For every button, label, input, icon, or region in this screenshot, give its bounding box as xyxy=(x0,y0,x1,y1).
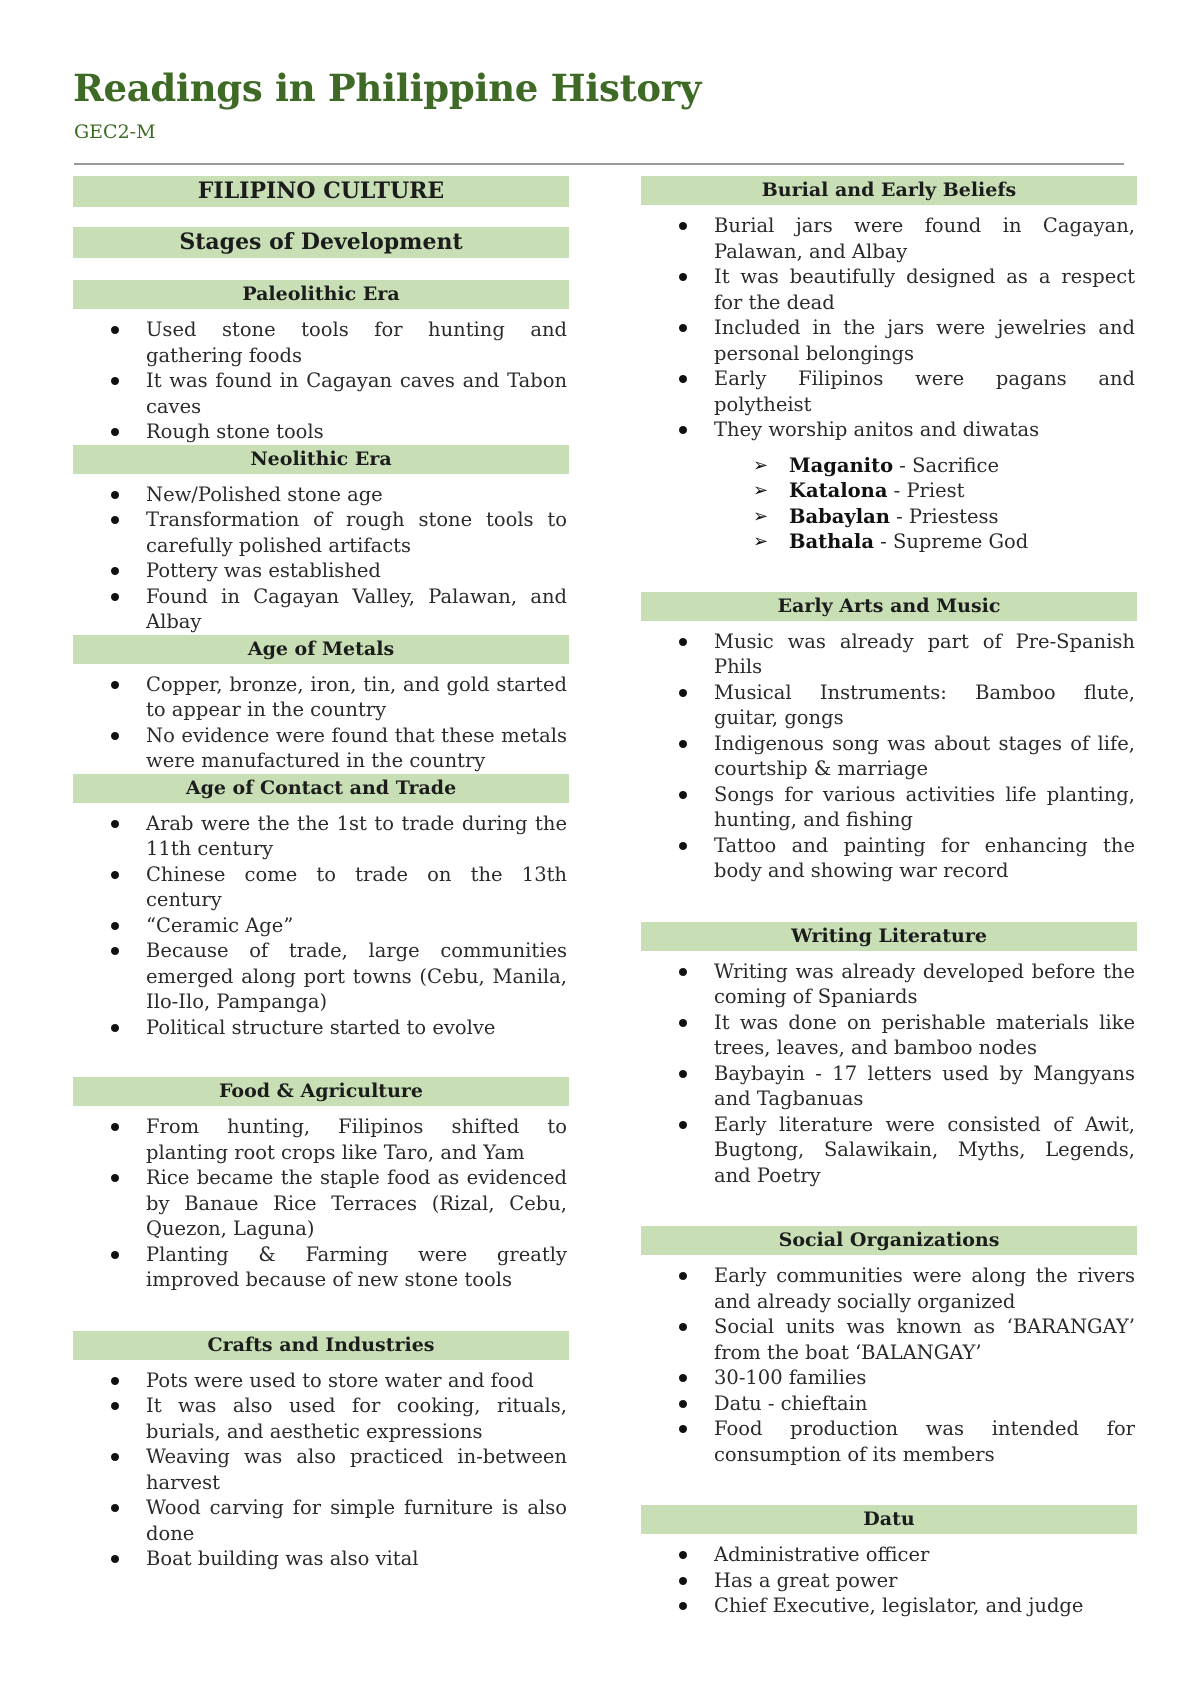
age-of-metals-list xyxy=(73,672,569,774)
term-meaning: - Priestess xyxy=(889,504,999,528)
arts-music-list xyxy=(641,629,1137,884)
list-item: Musical Instruments: Bamboo flute, guitar, gongs xyxy=(641,680,1137,731)
term-label: Katalona xyxy=(789,479,888,502)
list-item: Datu - chieftain xyxy=(641,1391,1137,1417)
course-code: GEC2-M xyxy=(74,121,156,143)
belief-terms-list xyxy=(641,453,1137,555)
list-item: Tattoo and painting for enhancing the body and showing war record xyxy=(641,833,1137,884)
datu-list xyxy=(641,1542,1137,1619)
list-item: It was found in Cagayan caves and Tabon caves xyxy=(73,368,569,419)
list-item: Early Filipinos were pagans and polytheist xyxy=(641,366,1137,417)
list-item: Included in the jars were jewelries and personal belongings xyxy=(641,315,1137,366)
list-item: Transformation of rough stone tools to carefully polished artifacts xyxy=(73,507,569,558)
list-item: Rice became the staple food as evidenced by Banaue Rice Terraces (Rizal, Cebu, Quezon, Laguna) xyxy=(73,1165,569,1242)
list-item: Baybayin - 17 letters used by Mangyans and Tagbanuas xyxy=(641,1061,1137,1112)
list-item: It was done on perishable materials like trees, leaves, and bamboo nodes xyxy=(641,1010,1137,1061)
term-meaning: - Sacrifice xyxy=(893,453,1000,477)
paleolithic-list xyxy=(73,317,569,445)
contact-trade-heading: Age of Contact and Trade xyxy=(73,774,569,803)
list-item: Early literature were consisted of Awit, Bugtong, Salawikain, Myths, Legends, and Poetry xyxy=(641,1112,1137,1189)
arrow-icon: ➢ xyxy=(753,454,769,476)
term-meaning: - Priest xyxy=(887,479,965,502)
list-item: Administrative officer xyxy=(641,1542,1137,1568)
list-item: Copper, bronze, iron, tin, and gold started to appear in the country xyxy=(73,672,569,723)
arrow-icon: ➢ xyxy=(753,505,769,527)
burial-beliefs-heading: Burial and Early Beliefs xyxy=(641,176,1137,205)
list-item: Early communities were along the rivers and already socially organized xyxy=(641,1263,1137,1314)
term-item xyxy=(641,529,1137,555)
arts-music-heading: Early Arts and Music xyxy=(641,592,1137,621)
crafts-industries-list xyxy=(73,1368,569,1572)
stages-heading: Stages of Development xyxy=(73,227,569,258)
arrow-icon: ➢ xyxy=(753,531,769,552)
list-item: Boat building was also vital xyxy=(73,1546,569,1572)
list-item: Music was already part of Pre-Spanish Phils xyxy=(641,629,1137,680)
term-label: Babaylan xyxy=(789,504,890,528)
list-item: Indigenous song was about stages of life, courtship & marriage xyxy=(641,731,1137,782)
list-item: Chinese come to trade on the 13th century xyxy=(73,862,569,913)
social-organizations-list xyxy=(641,1263,1137,1467)
term-label: Bathala xyxy=(789,530,874,553)
food-agriculture-heading: Food & Agriculture xyxy=(73,1077,569,1106)
arrow-icon: ➢ xyxy=(753,480,769,501)
list-item: Writing was already developed before the coming of Spaniards xyxy=(641,959,1137,1010)
writing-literature-heading: Writing Literature xyxy=(641,922,1137,951)
filipino-culture-heading: FILIPINO CULTURE xyxy=(73,176,569,207)
list-item: It was also used for cooking, rituals, burials, and aesthetic expressions xyxy=(73,1393,569,1444)
list-item: Used stone tools for hunting and gathering foods xyxy=(73,317,569,368)
left-column xyxy=(73,176,569,1572)
list-item: Songs for various activities life planting, hunting, and fishing xyxy=(641,782,1137,833)
list-item: Planting & Farming were greatly improved because of new stone tools xyxy=(73,1242,569,1293)
list-item: 30-100 families xyxy=(641,1365,1137,1391)
list-item: New/Polished stone age xyxy=(73,482,569,508)
burial-beliefs-list xyxy=(641,213,1137,443)
list-item: Found in Cagayan Valley, Palawan, and Albay xyxy=(73,584,569,635)
header-divider xyxy=(74,163,1124,165)
contact-trade-list xyxy=(73,811,569,1041)
list-item: It was beautifully designed as a respect for the dead xyxy=(641,264,1137,315)
term-meaning: - Supreme God xyxy=(873,530,1029,553)
list-item: Social units was known as ‘BARANGAY’ from the boat ‘BALANGAY’ xyxy=(641,1314,1137,1365)
list-item: Wood carving for simple furniture is also done xyxy=(73,1495,569,1546)
list-item: Because of trade, large communities emerged along port towns (Cebu, Manila, Ilo-Ilo, Pampanga) xyxy=(73,938,569,1015)
list-item: Arab were the the 1st to trade during the 11th century xyxy=(73,811,569,862)
term-item xyxy=(641,453,1137,479)
list-item: Chief Executive, legislator, and judge xyxy=(641,1593,1137,1619)
neolithic-heading: Neolithic Era xyxy=(73,445,569,474)
list-item: They worship anitos and diwatas xyxy=(641,417,1137,443)
right-column xyxy=(641,176,1137,1619)
term-label: Maganito xyxy=(789,453,894,477)
list-item: From hunting, Filipinos shifted to planting root crops like Taro, and Yam xyxy=(73,1114,569,1165)
writing-literature-list xyxy=(641,959,1137,1189)
list-item: Weaving was also practiced in-between harvest xyxy=(73,1444,569,1495)
paleolithic-heading: Paleolithic Era xyxy=(73,280,569,309)
datu-heading: Datu xyxy=(641,1505,1137,1534)
term-item xyxy=(641,504,1137,530)
list-item: No evidence were found that these metals were manufactured in the country xyxy=(73,723,569,774)
list-item: Rough stone tools xyxy=(73,419,569,445)
list-item: Pottery was established xyxy=(73,558,569,584)
list-item: Food production was intended for consumption of its members xyxy=(641,1416,1137,1467)
list-item: Pots were used to store water and food xyxy=(73,1368,569,1394)
document-title: Readings in Philippine History xyxy=(73,66,702,110)
list-item: “Ceramic Age” xyxy=(73,913,569,939)
age-of-metals-heading: Age of Metals xyxy=(73,635,569,664)
list-item: Has a great power xyxy=(641,1568,1137,1594)
food-agriculture-list xyxy=(73,1114,569,1293)
neolithic-list xyxy=(73,482,569,635)
term-item xyxy=(641,478,1137,504)
list-item: Burial jars were found in Cagayan, Palawan, and Albay xyxy=(641,213,1137,264)
social-organizations-heading: Social Organizations xyxy=(641,1226,1137,1255)
list-item: Political structure started to evolve xyxy=(73,1015,569,1041)
crafts-industries-heading: Crafts and Industries xyxy=(73,1331,569,1360)
